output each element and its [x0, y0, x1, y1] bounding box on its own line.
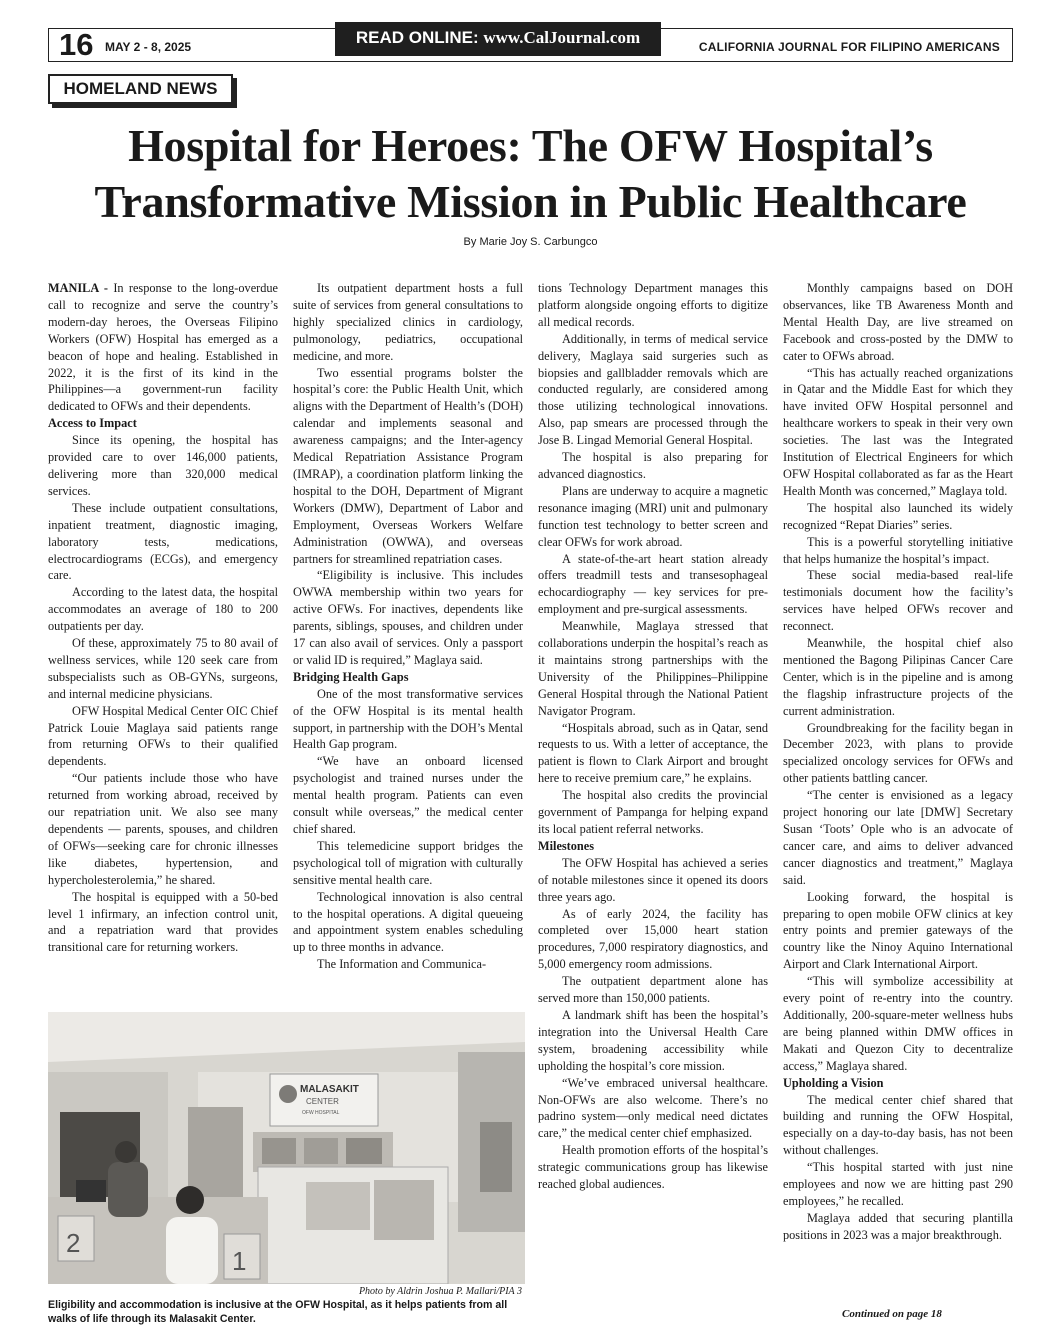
paragraph: The OFW Hospital has achieved a series of notable milestones since it opened its doors three years ago.: [538, 855, 768, 904]
paragraph: “This will symbolize accessibility at every point of re-entry into the country. Additionally, 200-square-meter wellness hubs are being planned within DMW offices in Makati and Quezon City to decentralize access,” Maglaya shared.: [783, 974, 1013, 1073]
read-online-banner[interactable]: [335, 22, 661, 56]
paragraph: “We’ve embraced universal healthcare. Non-OFWs are also welcome. There’s no padrino system—only medical need dictates care,” the medical center chief emphasized.: [538, 1075, 768, 1141]
paragraph: These include outpatient consultations, inpatient treatment, diagnostic imaging, laboratory tests, medications, electrocardiograms (ECGs), and emergency care.: [48, 500, 278, 583]
lead-text: In response to the long-overdue call to recognize and serve the country’s modern-day heroes, the Overseas Filipino Workers (OFW) Hospital has emerged as a beacon of hope and healing. Established in 2022, it is the first of its kind in the Philippines—a government-run facility dedicated to OFWs and their dependents.: [48, 281, 279, 414]
paragraph: Health promotion efforts of the hospital’s strategic communications group has likewise reached global audiences.: [538, 1143, 768, 1192]
subheading: Access to Impact: [48, 416, 137, 431]
paragraph: Of these, approximately 75 to 80 avail of wellness services, while 120 seek care from subspecialists such as OB-GYNs, surgeons, and internal medicine physicians.: [48, 636, 278, 701]
photo-caption: Eligibility and accommodation is inclusive at the OFW Hospital, as it helps patients from all walks of life through its Malasakit Center.: [48, 1299, 508, 1325]
byline: By Marie Joy S. Carbungco: [463, 236, 598, 248]
article-photo: [48, 1012, 525, 1284]
paragraph: This is a powerful storytelling initiative that helps humanize the hospital’s impact.: [783, 534, 1013, 566]
paragraph: Meanwhile, Maglaya stressed that collaborations underpin the hospital’s reach as it maintains strong partnerships with the University of the Philippines–Philippine General Hospital through the National Patient Navigator Program.: [538, 619, 768, 718]
paragraph: The outpatient department alone has served more than 150,000 patients.: [538, 974, 768, 1006]
paragraph: “The center is envisioned as a legacy project honoring our late [DMW] Secretary Susan ‘Toots’ Ople who is an advocate of cancer care, and aims to deliver advanced cancer diagnostics and treatment,” Maglaya said.: [783, 788, 1013, 887]
page-header: [48, 28, 1013, 62]
publication-name: CALIFORNIA JOURNAL FOR FILIPINO AMERICANS: [698, 40, 1000, 54]
paragraph: The hospital also launched its widely recognized “Repat Diaries” series.: [783, 500, 1013, 532]
sign-name: MALASAKIT: [300, 1084, 359, 1095]
page-number: 16: [59, 27, 94, 62]
paragraph: “This has actually reached organizations in Qatar and the Middle East for which they have invited OFW Hospital personnel and healthcare workers to speak in their very own societies. The last was the Integrated Institution of Electrical Engineers for which OFW Hospital collaborated as far as the Heart Health Month was concerned,” Maglaya told.: [783, 365, 1013, 498]
paragraph: “Our patients include those who have returned from working abroad, received by our repatriation unit. We also see many dependents — parents, spouses, and children of OFWs—seeking care for chronic illnesses like diabetes, hypertension, and hypercholesterolemia,” he shared.: [48, 771, 278, 887]
paragraph: Meanwhile, the hospital chief also mentioned the Bagong Pilipinas Cancer Care Center, which is in the pipeline and is among the flagship infrastructure projects of the current administration.: [783, 636, 1013, 718]
subheading: Upholding a Vision: [783, 1075, 884, 1090]
paragraph: “This hospital started with just nine employees and now we are hitting past 290 employees,” he recalled.: [783, 1160, 1013, 1208]
paragraph: Its outpatient department hosts a full suite of services from general consultations to highly specialized clinics in cardiology, pulmonology, pediatrics, occupational medicine, and more.: [293, 281, 523, 363]
article-column-1: [48, 280, 278, 956]
article-headline: [48, 118, 1013, 230]
subheading: Milestones: [538, 838, 595, 853]
paragraph: Additionally, in terms of medical service delivery, Maglaya said surgeries such as biopsies and gallbladder removals which are conducted regularly, are considered among those utilizing technological innovations. Also, pap smears are processed through the Jose B. Lingad Memorial General Hospital.: [538, 331, 768, 448]
subheading: Bridging Health Gaps: [293, 669, 409, 684]
paragraph: The hospital is also preparing for advanced diagnostics.: [538, 450, 768, 481]
paragraph: “We have an onboard licensed psychologist and trained nurses under the mental health program. Patients can even consult while overseas,” the medical center chief shared.: [293, 754, 523, 836]
paragraph: Monthly campaigns based on DOH observances, like TB Awareness Month and Mental Health Day, are live streamed on Facebook and cross-posted by the DMW to cater to OFWs abroad.: [783, 281, 1013, 363]
paragraph: “Eligibility is inclusive. This includes OWWA membership within two years for active OFWs. For inactives, dependents like parents, siblings, spouses, and children under 17 can also avail of services. Only a passport or valid ID is required,” Maglaya said.: [293, 568, 523, 667]
paragraph: Groundbreaking for the facility began in December 2023, with plans to provide specialized oncology services for OFWs and other patients battling cancer.: [783, 720, 1013, 786]
paragraph: Plans are underway to acquire a magnetic resonance imaging (MRI) unit and pulmonary function test technology to better screen and clear OFWs for work abroad.: [538, 483, 768, 549]
article-column-2: [293, 280, 523, 973]
paragraph: OFW Hospital Medical Center OIC Chief Patrick Louie Maglaya said patients range from returning OFWs to their qualified dependents.: [48, 703, 278, 769]
section-tag: HOMELAND NEWS: [48, 74, 233, 104]
sign-sub: CENTER: [306, 1097, 339, 1106]
article-column-3: [538, 280, 768, 1193]
continued-notice[interactable]: Continued on page 18: [842, 1308, 942, 1320]
counter-number-1: 1: [232, 1246, 247, 1276]
paragraph: The Information and Communica-: [317, 957, 487, 972]
paragraph: One of the most transformative services of the OFW Hospital is its mental health support, in partnership with the DOH’s Mental Health Gap program.: [293, 686, 523, 752]
issue-date: MAY 2 - 8, 2025: [105, 40, 192, 54]
read-online-label: READ ONLINE:: [355, 28, 479, 47]
paragraph: A state-of-the-art heart station already offers treadmill tests and transesophageal echocardiography — key services for pre-employment and pre-surgical assessments.: [538, 551, 768, 617]
lead-paragraph: [48, 280, 278, 415]
paragraph: Technological innovation is also central to the hospital operations. A digital queueing and appointment system enables scheduling up to three months in advance.: [293, 889, 523, 955]
paragraph: These social media-based real-life testimonials document how the facility’s services have helped OFWs recover and reconnect.: [783, 568, 1013, 634]
paragraph-continued: tions Technology Department manages this platform alongside ongoing efforts to digitize all medical records.: [538, 281, 768, 329]
counter-number-2: 2: [66, 1228, 81, 1258]
paragraph: “Hospitals abroad, such as in Qatar, send requests to us. With a letter of acceptance, the patient is flown to Clark Airport and brought here to receive premium care,” he explains.: [538, 720, 768, 786]
paragraph: The hospital is equipped with a 50-bed level 1 infirmary, an infection control unit, and a repatriation ward that provides transitional care for returning workers.: [48, 889, 278, 955]
headline-line-1: Hospital for Heroes: The OFW Hospital’s: [128, 120, 933, 171]
paragraph: This telemedicine support bridges the psychological toll of migration with culturally sensitive mental health care.: [293, 838, 523, 887]
paragraph: Looking forward, the hospital is preparing to open mobile OFW clinics at key entry points and premier gateways of the country like the Ninoy Aquino International Airport and Clark International Airport.: [783, 889, 1013, 972]
paragraph: Since its opening, the hospital has provided care to over 146,000 patients, delivering more than 320,000 medical services.: [48, 433, 278, 498]
sign-unit: OFW HOSPITAL: [302, 1110, 340, 1116]
article-column-4: [783, 280, 1013, 1244]
paragraph: Two essential programs bolster the hospital’s core: the Public Health Unit, which aligns with the Department of Health’s (DOH) calendar and implements seasonal and awareness campaigns; and the Inter-agency Medical Repatriation Assistance Program (IMRAP), a coordination platform linking the hospital to the DOH, Department of Migrant Workers (DMW), Department of Labor and Employment, Overseas Workers Welfare Administration (OWWA), and overseas partners for streamlined repatriation cases.: [293, 365, 523, 566]
paragraph: The medical center chief shared that building and running the OFW Hospital, especially on a day-to-day basis, has not been without challenges.: [783, 1092, 1013, 1158]
photo-credit: Photo by Aldrin Joshua P. Mallari/PIA 3: [358, 1286, 522, 1297]
paragraph: Maglaya added that securing plantilla positions in 2023 was a major breakthrough.: [783, 1210, 1013, 1242]
malasakit-center-photo: [48, 1012, 525, 1284]
paragraph: A landmark shift has been the hospital’s integration into the Universal Health Care system, broadening accessibility while upholding the hospital’s core mission.: [538, 1007, 768, 1073]
paragraph: According to the latest data, the hospital accommodates an average of 180 to 200 outpatients per day.: [48, 585, 278, 634]
dateline: MANILA -: [48, 281, 108, 295]
paragraph: As of early 2024, the facility has completed over 15,000 heart station procedures, 7,000 respiratory diagnostics, and 5,000 emergency room admissions.: [538, 906, 768, 972]
read-online-url[interactable]: www.CalJournal.com: [483, 28, 641, 47]
headline-line-2: Transformative Mission in Public Healthcare: [94, 176, 967, 227]
paragraph: The hospital also credits the provincial government of Pampanga for helping expand its local patient referral networks.: [538, 788, 768, 836]
